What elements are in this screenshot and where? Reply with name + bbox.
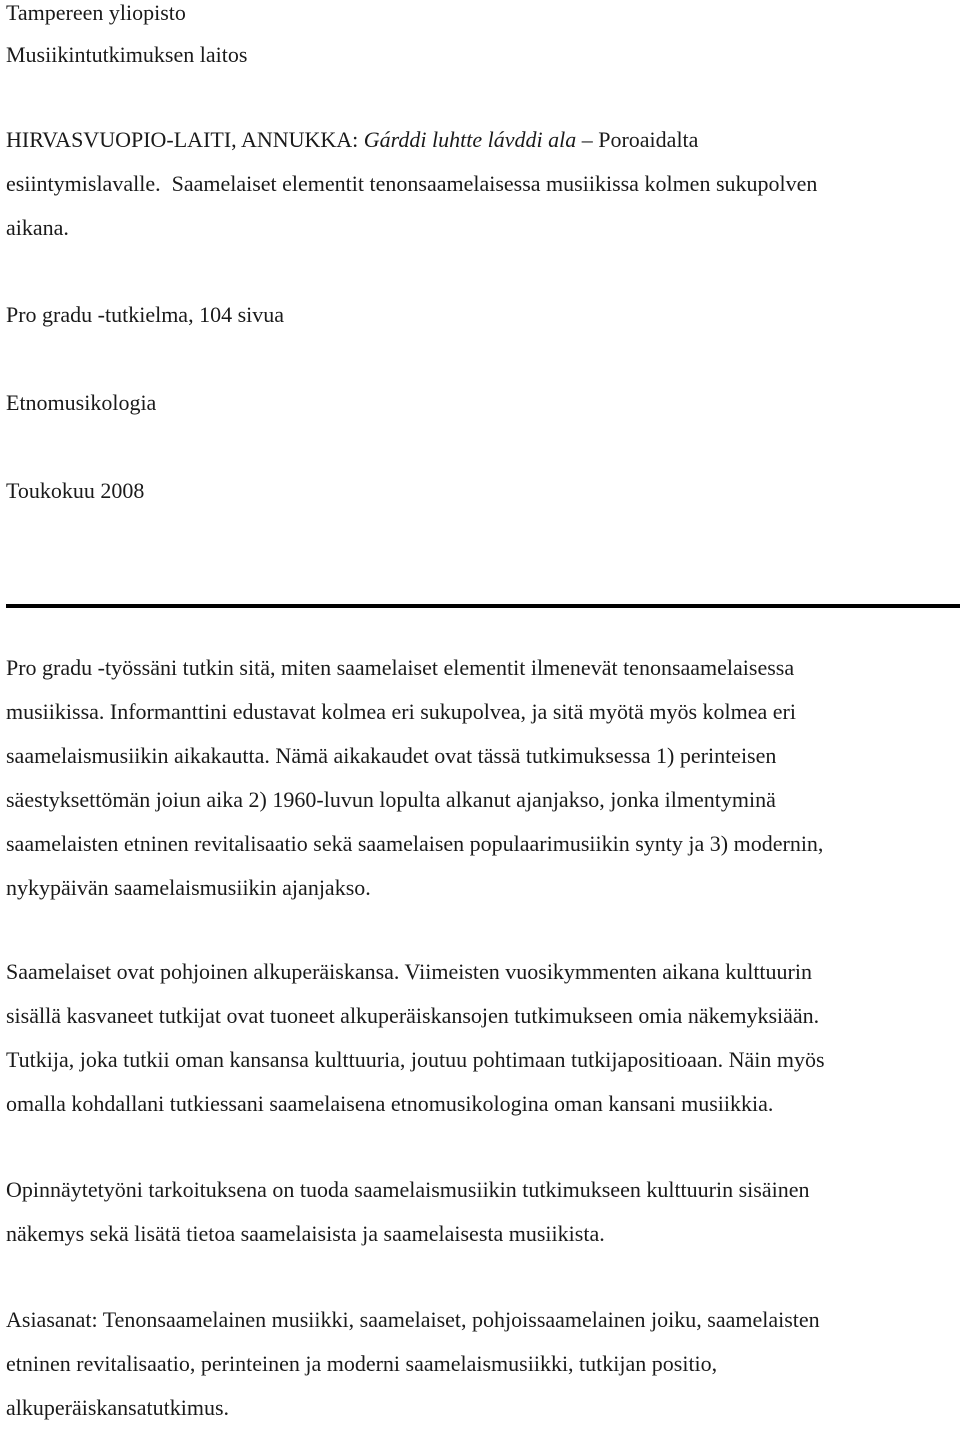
keywords-line: etninen revitalisaatio, perinteinen ja moderni saamelaismusiikki, tutkijan positio,	[6, 1351, 718, 1376]
abstract-line: Pro gradu -työssäni tutkin sitä, miten saamelaiset elementit ilmenevät tenonsaamelaisessa	[6, 655, 795, 680]
abstract-line: saamelaismusiikin aikakautta. Nämä aikakaudet ovat tässä tutkimuksessa 1) perinteisen	[6, 743, 777, 768]
thesis-title-line-2: esiintymislavalle. Saamelaiset elementit tenonsaamelaisessa musiikissa kolmen sukupolven	[6, 171, 818, 196]
keywords-paragraph	[6, 1298, 954, 1430]
abstract-line: musiikissa. Informanttini edustavat kolmea eri sukupolvea, ja sitä myötä myös kolmea eri	[6, 699, 796, 724]
abstract-paragraph-1	[6, 646, 954, 910]
thesis-date: Toukokuu 2008	[6, 478, 145, 503]
thesis-title-line-3: aikana.	[6, 215, 69, 240]
keywords-line: Asiasanat: Tenonsaamelainen musiikki, saamelaiset, pohjoissaamelainen joiku, saamelaisten	[6, 1307, 820, 1332]
title-dash: –	[576, 127, 599, 152]
abstract-line: sisällä kasvaneet tutkijat ovat tuoneet alkuperäiskansojen tutkimukseen omia näkemyksiään.	[6, 1003, 820, 1028]
department-name: Musiikintutkimuksen laitos	[6, 42, 248, 67]
keywords-line: alkuperäiskansatutkimus.	[6, 1395, 230, 1420]
abstract-line: nykypäivän saamelaismusiikin ajanjakso.	[6, 875, 371, 900]
university-name: Tampereen yliopisto	[6, 0, 186, 25]
thesis-title-line-1	[6, 118, 954, 162]
title-italic: Gárddi luhtte lávddi ala	[363, 127, 577, 152]
author-name: HIRVASVUOPIO-LAITI, ANNUKKA:	[6, 127, 359, 152]
abstract-paragraph-2	[6, 950, 954, 1126]
abstract-line: omalla kohdallani tutkiessani saamelaisena etnomusikologina oman kansani musiikkia.	[6, 1091, 774, 1116]
abstract-line: saamelaisten etninen revitalisaatio sekä saamelaisen populaarimusiikin synty ja 3) modernin,	[6, 831, 824, 856]
abstract-line: Opinnäytetyöni tarkoituksena on tuoda saamelaismusiikin tutkimukseen kulttuurin sisäinen	[6, 1177, 810, 1202]
title-line1-end: Poroaidalta	[598, 127, 699, 152]
abstract-line: Tutkija, joka tutkii oman kansansa kulttuuria, joutuu pohtimaan tutkijapositioaan. Näin myös	[6, 1047, 825, 1072]
abstract-line: Saamelaiset ovat pohjoinen alkuperäiskansa. Viimeisten vuosikymmenten aikana kulttuurin	[6, 959, 812, 984]
abstract-line: säestyksettömän joiun aika 2) 1960-luvun lopulta alkanut ajanjakso, jonka ilmentyminä	[6, 787, 776, 812]
horizontal-rule	[6, 604, 960, 608]
thesis-subject: Etnomusikologia	[6, 390, 157, 415]
thesis-type: Pro gradu -tutkielma, 104 sivua	[6, 302, 285, 327]
abstract-paragraph-3	[6, 1168, 954, 1256]
abstract-line: näkemys sekä lisätä tietoa saamelaisista ja saamelaisesta musiikista.	[6, 1221, 605, 1246]
thesis-title-block	[6, 118, 954, 250]
